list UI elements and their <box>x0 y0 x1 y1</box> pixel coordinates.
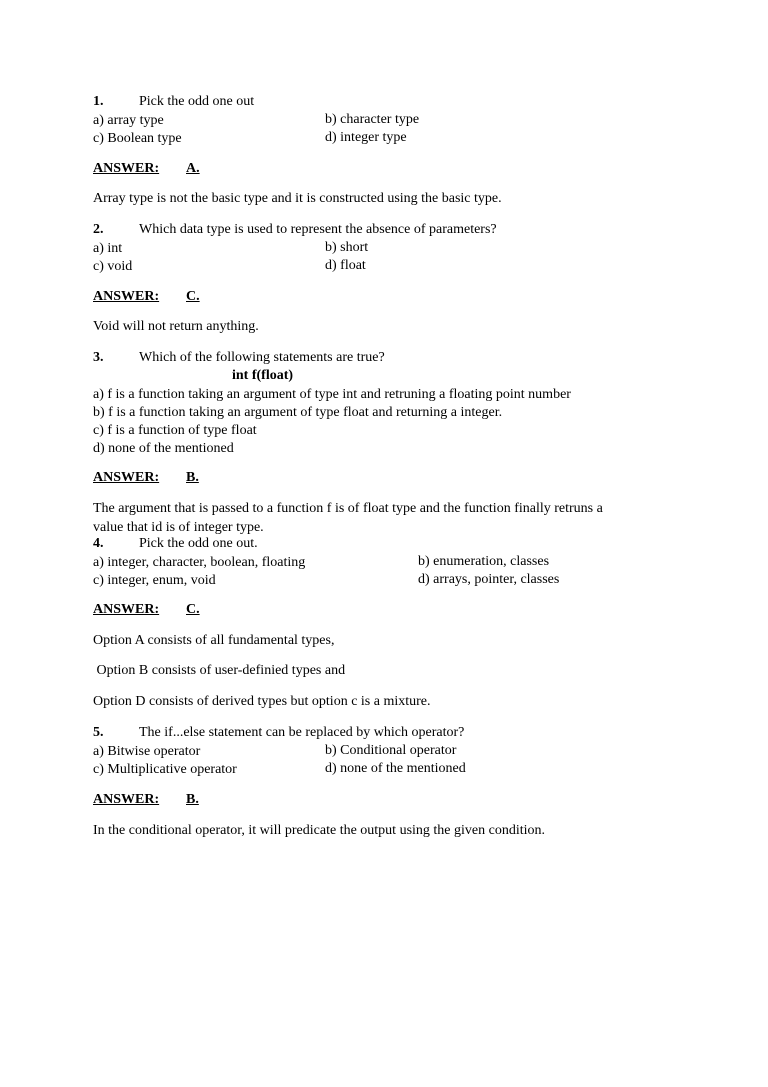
question-number: 5. <box>93 725 104 740</box>
answer-value: C. <box>186 602 200 617</box>
question-text: Pick the odd one out <box>139 94 255 109</box>
answer-label: ANSWER: <box>93 792 160 807</box>
explanation-line-2: Option B consists of user-definied types and <box>93 663 346 678</box>
option-b: b) short <box>325 240 369 255</box>
option-b: b) character type <box>325 112 420 127</box>
option-a: a) int <box>93 241 123 256</box>
code-snippet: int f(float) <box>232 368 294 383</box>
answer-label: ANSWER: <box>93 289 160 304</box>
answer-value: C. <box>186 289 200 304</box>
answer-label: ANSWER: <box>93 470 160 485</box>
question-text: Which of the following statements are true? <box>139 350 385 365</box>
explanation-line-1: The argument that is passed to a function f is of float type and the function finally retruns a <box>93 501 603 516</box>
option-b: b) Conditional operator <box>325 743 457 758</box>
question-number: 2. <box>93 222 104 237</box>
option-d: d) integer type <box>325 130 407 145</box>
option-d: d) none of the mentioned <box>325 761 466 776</box>
option-c: c) Boolean type <box>93 131 182 146</box>
answer-value: B. <box>186 470 199 485</box>
option-a: a) integer, character, boolean, floating <box>93 555 306 570</box>
question-text: Pick the odd one out. <box>139 536 258 551</box>
explanation-line-3: Option D consists of derived types but option c is a mixture. <box>93 694 431 709</box>
answer-label: ANSWER: <box>93 602 160 617</box>
explanation-line-1: Option A consists of all fundamental types, <box>93 633 335 648</box>
option-c: c) void <box>93 259 133 274</box>
answer-value: B. <box>186 792 199 807</box>
option-d: d) arrays, pointer, classes <box>418 572 560 587</box>
answer-label: ANSWER: <box>93 161 160 176</box>
explanation-line-2: value that id is of integer type. <box>93 520 264 535</box>
question-number: 4. <box>93 536 104 551</box>
option-a: a) array type <box>93 113 164 128</box>
option-c: c) integer, enum, void <box>93 573 216 588</box>
option-a: a) f is a function taking an argument of type int and retruning a floating point number <box>93 387 571 402</box>
option-b: b) enumeration, classes <box>418 554 550 569</box>
option-c: c) Multiplicative operator <box>93 762 237 777</box>
question-text: The if...else statement can be replaced by which operator? <box>139 725 465 740</box>
explanation: Array type is not the basic type and it is constructed using the basic type. <box>93 191 502 206</box>
option-a: a) Bitwise operator <box>93 744 201 759</box>
option-c: c) f is a function of type float <box>93 423 257 438</box>
question-text: Which data type is used to represent the absence of parameters? <box>139 222 497 237</box>
answer-value: A. <box>186 161 200 176</box>
question-number: 1. <box>93 94 104 109</box>
option-b: b) f is a function taking an argument of type float and returning a integer. <box>93 405 503 420</box>
explanation: In the conditional operator, it will predicate the output using the given condition. <box>93 823 545 838</box>
question-number: 3. <box>93 350 104 365</box>
explanation: Void will not return anything. <box>93 319 259 334</box>
option-d: d) float <box>325 258 366 273</box>
option-d: d) none of the mentioned <box>93 441 234 456</box>
